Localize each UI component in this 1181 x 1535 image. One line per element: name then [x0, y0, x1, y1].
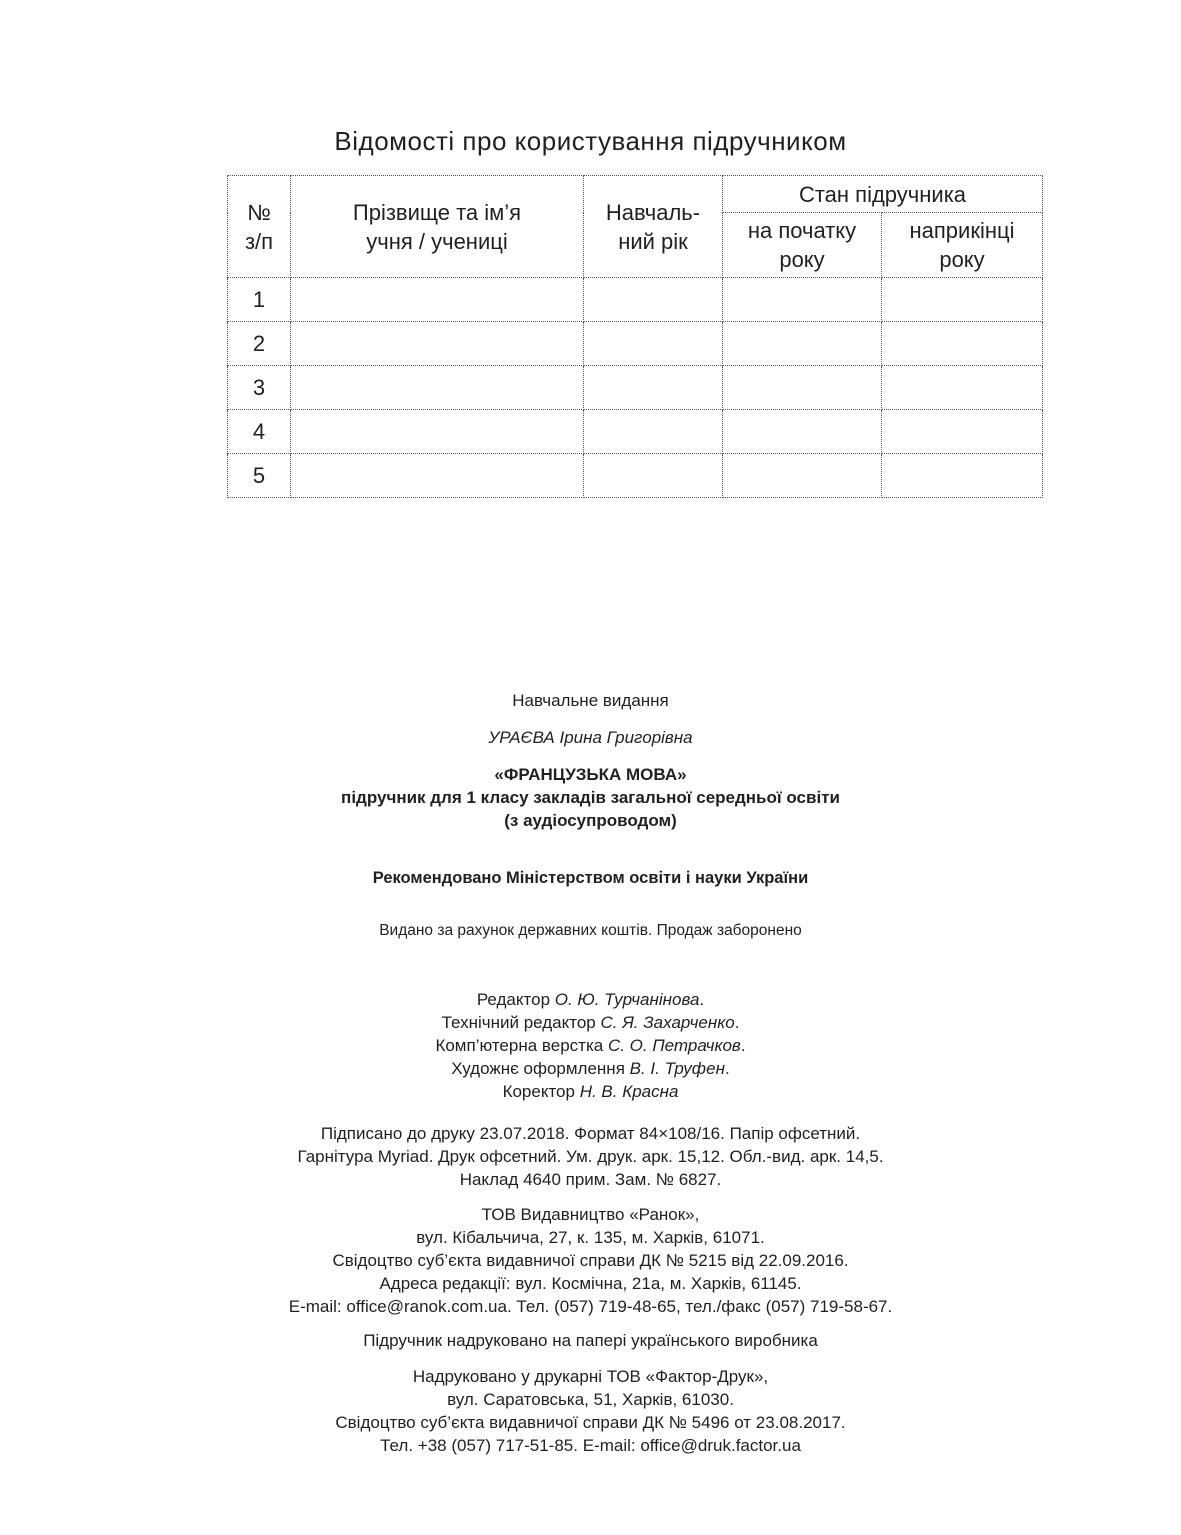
cell-state-start — [723, 454, 882, 498]
table-row — [228, 410, 1043, 454]
header-state-end: наприкінці року — [882, 213, 1043, 278]
textbook-usage-table — [227, 175, 1043, 498]
cell-state-start — [723, 322, 882, 366]
cell-state-start — [723, 278, 882, 322]
header-name: Прізвище та ім’я учня / учениці — [291, 176, 584, 278]
publisher-info: ТОВ Видавництво «Ранок», вул. Кібальчича, 27, к. 135, м. Харків, 61071. Свідоцтво суб’єкта видавничої справи ДК № 5215 від 22.09.2016. Адреса редакції: вул. Космічна, 21а, м. Харків, 61145. E-mail: office@ranok.com.ua. Тел. (057) 719-48-65, тел./факс (057) 719-58-67. — [288, 1205, 893, 1316]
cell-state-end — [882, 454, 1043, 498]
credit-line: Комп’ютерна верстка С. О. Петрачков. — [435, 1036, 746, 1055]
funding-note: Видано за рахунок державних коштів. Продаж заборонено — [379, 922, 802, 939]
row-number: 2 — [228, 322, 291, 366]
table-row — [228, 278, 1043, 322]
cell-name — [291, 410, 584, 454]
book-title-block — [0, 763, 1181, 832]
book-title: «ФРАНЦУЗЬКА МОВА» — [494, 765, 687, 784]
cell-name — [291, 278, 584, 322]
cell-state-end — [882, 278, 1043, 322]
header-number: № з/п — [228, 176, 291, 278]
recommendation: Рекомендовано Міністерством освіти і науки України — [372, 869, 809, 887]
printer-info: Надруковано у друкарні ТОВ «Фактор-Друк», вул. Саратовська, 51, Харків, 61030. Свідоцтво суб’єкта видавничої справи ДК № 5496 от 23.08.2017. Тел. +38 (057) 717-51-85. E-mail: office@druk.factor.ua — [335, 1367, 846, 1455]
author: УРАЄВА Ірина Григорівна — [488, 728, 693, 747]
credit-line: Художнє оформлення В. І. Труфен. — [451, 1059, 730, 1078]
table-row — [228, 366, 1043, 410]
credit-line: Редактор О. Ю. Турчанінова. — [476, 990, 705, 1009]
cell-name — [291, 322, 584, 366]
credit-line: Коректор Н. В. Красна — [502, 1082, 679, 1101]
paper-note: Підручник надруковано на папері українського виробника — [363, 1331, 818, 1350]
cell-year — [584, 454, 723, 498]
row-number: 4 — [228, 410, 291, 454]
cell-state-end — [882, 410, 1043, 454]
edition-type: Навчальне видання — [512, 691, 669, 710]
cell-state-start — [723, 366, 882, 410]
table-row — [228, 454, 1043, 498]
print-info: Підписано до друку 23.07.2018. Формат 84×108/16. Папір офсетний. Гарнітура Myriad. Друк офсетний. Ум. друк. арк. 15,12. Обл.-вид. арк. 14,5. Наклад 4640 прим. Зам. № 6827. — [297, 1124, 884, 1189]
cell-state-end — [882, 366, 1043, 410]
cell-year — [584, 366, 723, 410]
header-year: Навчаль- ний рік — [584, 176, 723, 278]
cell-year — [584, 410, 723, 454]
cell-state-end — [882, 322, 1043, 366]
row-number: 5 — [228, 454, 291, 498]
cell-name — [291, 454, 584, 498]
audio-note: (з аудіосупроводом) — [504, 811, 677, 830]
header-state: Стан підручника — [723, 176, 1043, 213]
header-state-start: на початку року — [723, 213, 882, 278]
credits — [0, 988, 1181, 1103]
credit-line: Технічний редактор С. Я. Захарченко. — [441, 1013, 740, 1032]
row-number: 1 — [228, 278, 291, 322]
cell-name — [291, 366, 584, 410]
row-number: 3 — [228, 366, 291, 410]
book-subtitle: підручник для 1 класу закладів загальної середньої освіти — [341, 788, 840, 807]
cell-year — [584, 322, 723, 366]
page-title: Відомості про користування підручником — [334, 126, 847, 156]
cell-year — [584, 278, 723, 322]
table-row — [228, 322, 1043, 366]
cell-state-start — [723, 410, 882, 454]
